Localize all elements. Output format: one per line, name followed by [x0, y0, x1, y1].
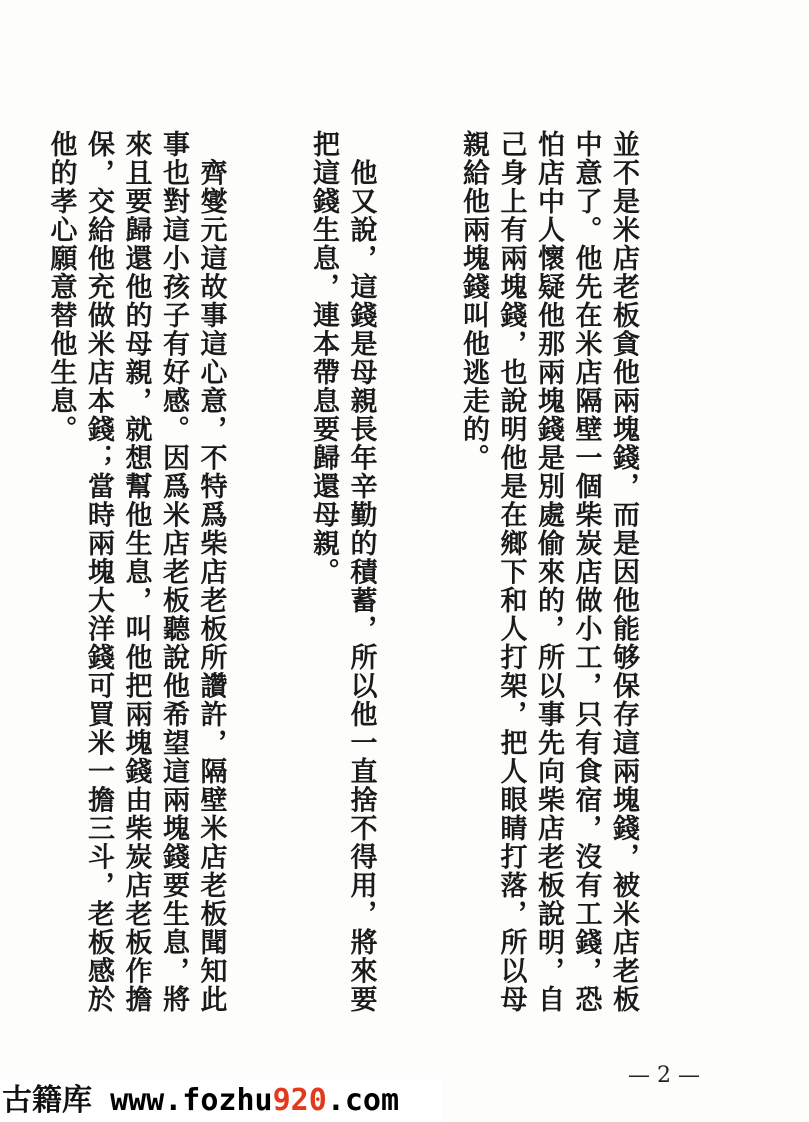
paragraph: 齊燮元這故事這心意，不特爲柴店老板所讚許，隔壁米店老板聞知此事也對這小孩子有好感。因爲米店老板聽說他希望這兩塊錢要生息，將來且要歸還他的母親，就想幫他生息，叫他把兩塊錢由柴炭店老板作擔保，交給他充做米店本錢；當時兩塊大洋錢可買米一擔三斗，老板感於他的孝心願意替他生息。	[45, 130, 227, 1014]
paragraph: 他又說，這錢是母親長年辛勤的積蓄，所以他一直捨不得用，將來要把這錢生息，連本帶息要歸還母親。	[308, 130, 377, 1014]
site-watermark	[0, 1080, 442, 1122]
watermark-url-number: 920	[272, 1083, 327, 1118]
paragraph: 並不是米店老板貪他兩塊錢，而是因他能够保存這兩塊錢，被米店老板中意了。他先在米店隔壁一個柴炭店做小工，只有食宿，沒有工錢，恐怕店中人懷疑他那兩塊錢是別處偷來的，所以事先向柴店老板說明，自己身上有兩塊錢，也說明他是在鄉下和人打架，把人眼睛打落，所以母親給他兩塊錢叫他逃走的。	[458, 130, 639, 1014]
watermark-url-prefix: www.fozhu	[110, 1083, 273, 1118]
watermark-url-suffix: .com	[326, 1083, 400, 1118]
page-number: — 2 —	[628, 1063, 700, 1088]
watermark-site-name: 古籍库	[2, 1083, 92, 1118]
vertical-text-body	[45, 130, 717, 1030]
